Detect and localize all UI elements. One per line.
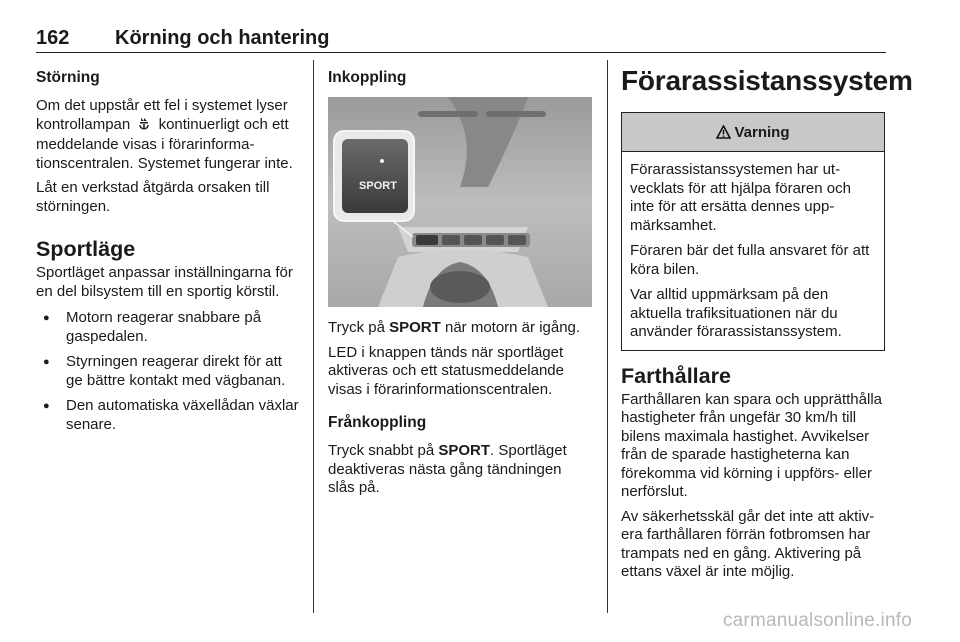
warning-triangle-icon [716,122,731,143]
sport-heading: Sportläge [36,237,136,261]
list-item: ● Den automatiska växellådan växlar senare. [36,397,302,434]
press-text-b: när motorn är igång. [444,319,581,336]
led-paragraph: LED i knappen tänds när sportläget aktiveras och ett statusmeddelande visas i förarinformationscentralen. [328,343,564,398]
warning-paragraph: Förarassistanssystemen har utvecklats för att hjälpa föraren och inte för att ersätta dennes uppmärksamhet. [630,161,851,234]
press-text-a: Tryck på [328,319,385,336]
column-3 [621,60,913,582]
fault-text-a: Om det uppstår ett fel i systemet lyser kontrollampan [36,97,288,133]
fault-paragraph-2: Låt en verkstad åtgärda orsaken till störningen. [36,179,270,215]
sport-button-illustration [328,97,592,307]
column-2 [328,60,592,498]
tap-text-a: Tryck snabbt på [328,442,435,459]
warning-paragraph: Föraren bär det fulla ansvaret för att köra bilen. [630,242,870,278]
sport-intro: Sportläget anpassar inställningarna för en del bilsystem till en sportig körstil. [36,264,293,300]
column-divider-1 [313,60,314,613]
cruise-paragraph-2: Av säkerhetsskäl går det inte att aktivera farthållaren förrän fotbromsen har trampats ned en gång. Aktivering på ettans växel är inte möjlig. [621,507,875,580]
warning-box [621,112,885,351]
section-heading: Förarassistanssystem [621,65,913,96]
sport-button-label: SPORT [359,180,397,192]
press-sport-bold: SPORT [389,319,441,336]
watermark: carmanualsonline.info [722,610,912,631]
tap-text-b: . Sportläget deaktiveras nästa gång tändningen slås på. [328,442,567,496]
activate-heading: Inkoppling [328,69,407,86]
list-item: ● Motorn reagerar snabbare på gaspedalen. [36,309,302,346]
deactivate-heading: Frånkoppling [328,414,427,431]
tap-sport-bold: SPORT [438,442,491,459]
page-header [36,26,886,53]
cruise-paragraph-1: Farthållaren kan spara och upprätthålla hastigheter från ungefär 30 km/h till bilens maximala hastighet. Avvikelser från de sparade hastigheterna kan förekomma vid körning i uppförs- eller nerförslut. [621,390,882,500]
chapter-title: Körning och hantering [115,27,330,49]
page-number: 162 [36,27,70,49]
fault-paragraph [36,97,302,173]
column-1 [36,60,302,441]
warning-label: Varning [734,123,790,141]
warning-header [622,113,884,152]
fault-heading: Störning [36,69,100,86]
press-instruction [328,319,592,338]
cruise-heading: Farthållare [621,363,731,388]
warning-body [622,152,884,350]
fault-text-b: kontinuerligt och ett meddelande visas i förarinformationscentralen. Systemet fungerar inte. [36,115,293,172]
list-item: ● Styrningen reagerar direkt för att ge bättre kontakt med vägbanan. [36,353,302,390]
warning-paragraph: Var alltid uppmärksam på den aktuella trafiksituationen när du använder förarassistanssystem. [630,286,842,340]
column-divider-2 [607,60,608,613]
sport-effects-list [36,309,302,434]
sport-mode-icon [137,117,151,137]
deactivate-paragraph [328,442,592,498]
